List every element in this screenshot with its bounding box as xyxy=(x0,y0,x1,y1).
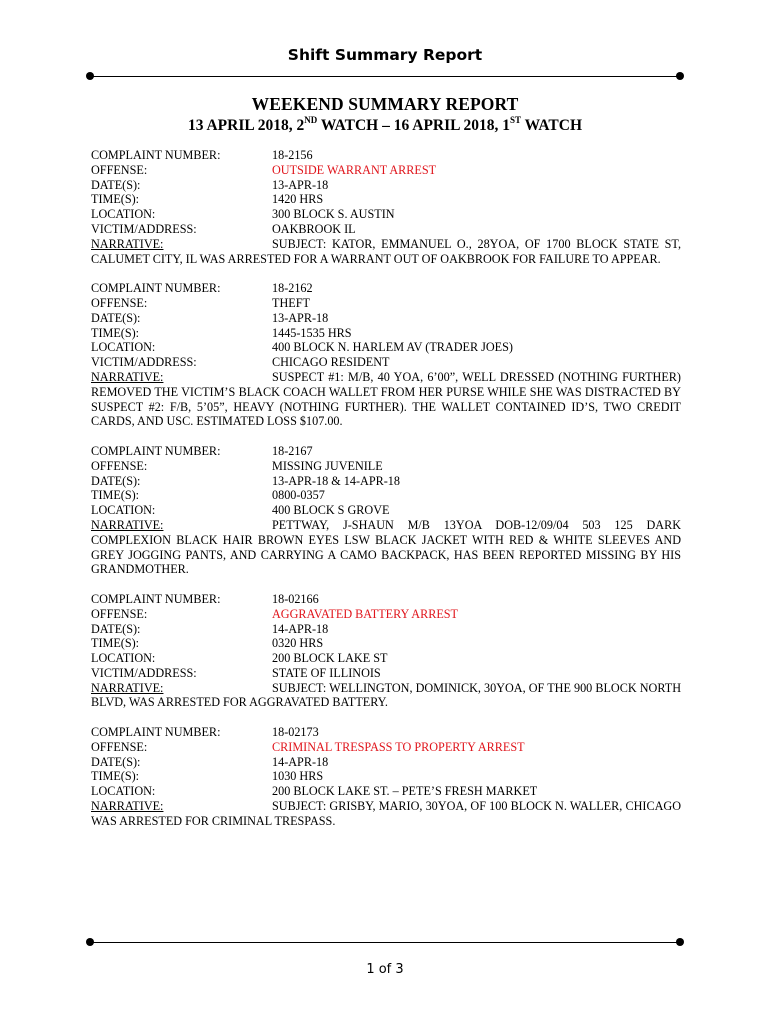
field-value: 13-APR-18 xyxy=(272,310,329,325)
field-label: DATE(S): xyxy=(91,621,141,636)
field-value: 300 BLOCK S. AUSTIN xyxy=(272,207,395,222)
field-value: OUTSIDE WARRANT ARREST xyxy=(272,162,437,177)
incident-offense-row xyxy=(91,740,681,755)
field-value: AGGRAVATED BATTERY ARREST xyxy=(272,606,458,621)
field-value: 18-2162 xyxy=(272,281,313,296)
incident-complaint-number-row xyxy=(91,148,681,163)
header-rule-left-dot xyxy=(86,72,94,80)
field-value: 1420 HRS xyxy=(272,192,324,207)
field-value: 400 BLOCK S GROVE xyxy=(272,503,390,518)
field-label: OFFENSE: xyxy=(91,606,148,621)
field-label: DATE(S): xyxy=(91,754,141,769)
field-label: OFFENSE: xyxy=(91,162,148,177)
incident-complaint-number-row xyxy=(91,592,681,607)
incident-narrative xyxy=(91,681,681,711)
field-value: 200 BLOCK LAKE ST. – PETE’S FRESH MARKET xyxy=(272,784,538,799)
field-label: LOCATION: xyxy=(91,340,156,355)
incident-dates-row xyxy=(91,622,681,637)
incident-narrative xyxy=(91,799,681,829)
incident-dates-row xyxy=(91,178,681,193)
field-label: TIME(S): xyxy=(91,488,140,503)
field-value: 18-02166 xyxy=(272,591,319,606)
narrative-label: NARRATIVE: xyxy=(91,680,164,695)
field-label: TIME(S): xyxy=(91,636,140,651)
incident-times-row xyxy=(91,326,681,341)
report-subtitle: 13 APRIL 2018, 2ND WATCH – 16 APRIL 2018, 1ST WATCH xyxy=(187,115,583,135)
incident-dates-row xyxy=(91,311,681,326)
field-label: DATE(S): xyxy=(91,177,141,192)
incident-narrative xyxy=(91,518,681,577)
incident-location-row xyxy=(91,784,681,799)
incident-location-row xyxy=(91,340,681,355)
incident-entry xyxy=(91,444,681,577)
field-label: COMPLAINT NUMBER: xyxy=(91,281,221,296)
narrative-text: PETTWAY, J-SHAUN M/B 13YOA DOB-12/09/04 503 125 DARK COMPLEXION BLACK HAIR BROWN EYES LSW BLACK JACKET WITH RED & WHITE SLEEVES AND GREY JOGGING PANTS, AND CARRYING A CAMO BACKPACK, HAS BEEN REPORTED MISSING BY HIS GRANDMOTHER. xyxy=(91,517,681,577)
field-value: STATE OF ILLINOIS xyxy=(272,665,381,680)
incident-times-row xyxy=(91,636,681,651)
incident-times-row xyxy=(91,769,681,784)
incident-victim-address-row xyxy=(91,666,681,681)
incident-entry xyxy=(91,281,681,429)
field-value: 0320 HRS xyxy=(272,636,324,651)
incident-list xyxy=(91,148,681,843)
page-indicator: 1 of 3 xyxy=(366,962,404,977)
narrative-text: SUBJECT: KATOR, EMMANUEL O., 28YOA, OF 1700 BLOCK STATE ST, CALUMET CITY, IL WAS ARRESTED FOR A WARRANT OUT OF OAKBROOK FOR FAILURE TO APPEAR. xyxy=(91,236,681,266)
field-label: LOCATION: xyxy=(91,784,156,799)
field-label: OFFENSE: xyxy=(91,739,148,754)
narrative-label: NARRATIVE: xyxy=(91,799,164,814)
field-value: 200 BLOCK LAKE ST xyxy=(272,651,388,666)
field-label: COMPLAINT NUMBER: xyxy=(91,443,221,458)
field-label: VICTIM/ADDRESS: xyxy=(91,221,197,236)
incident-entry xyxy=(91,592,681,710)
page-header-title: Shift Summary Report xyxy=(287,46,483,64)
incident-dates-row xyxy=(91,474,681,489)
field-value: 400 BLOCK N. HARLEM AV (TRADER JOES) xyxy=(272,340,513,355)
incident-offense-row xyxy=(91,459,681,474)
field-value: CHICAGO RESIDENT xyxy=(272,355,390,370)
field-value: 18-2156 xyxy=(272,148,313,162)
incident-times-row xyxy=(91,192,681,207)
field-value: 0800-0357 xyxy=(272,488,325,503)
incident-times-row xyxy=(91,488,681,503)
incident-location-row xyxy=(91,207,681,222)
incident-narrative xyxy=(91,237,681,267)
incident-offense-row xyxy=(91,607,681,622)
incident-entry xyxy=(91,148,681,266)
narrative-text: SUSPECT #1: M/B, 40 YOA, 6’00”, WELL DRESSED (NOTHING FURTHER) REMOVED THE VICTIM’S BLACK COACH WALLET FROM HER PURSE WHILE SHE WAS DISTRACTED BY SUSPECT #2: F/B, 5’05”, HEAVY (NOTHING FURTHER). THE WALLET CONTAINED ID’S, TWO CREDIT CARDS, AND USC. ESTIMATED LOSS $107.00. xyxy=(91,369,681,429)
field-label: TIME(S): xyxy=(91,325,140,340)
field-value: THEFT xyxy=(272,295,310,310)
field-label: LOCATION: xyxy=(91,207,156,222)
field-value: 13-APR-18 & 14-APR-18 xyxy=(272,473,400,488)
field-label: TIME(S): xyxy=(91,769,140,784)
field-label: OFFENSE: xyxy=(91,458,148,473)
field-label: VICTIM/ADDRESS: xyxy=(91,665,197,680)
field-label: DATE(S): xyxy=(91,310,141,325)
field-value: 1030 HRS xyxy=(272,769,324,784)
field-value: 1445-1535 HRS xyxy=(272,325,352,340)
field-label: COMPLAINT NUMBER: xyxy=(91,148,221,162)
incident-victim-address-row xyxy=(91,222,681,237)
narrative-label: NARRATIVE: xyxy=(91,236,164,251)
footer-rule xyxy=(90,942,680,943)
field-label: VICTIM/ADDRESS: xyxy=(91,355,197,370)
footer-rule-left-dot xyxy=(86,938,94,946)
incident-location-row xyxy=(91,651,681,666)
field-label: DATE(S): xyxy=(91,473,141,488)
field-value: OAKBROOK IL xyxy=(272,221,356,236)
header-rule xyxy=(90,76,680,77)
field-value: 18-2167 xyxy=(272,443,313,458)
incident-narrative xyxy=(91,370,681,429)
narrative-text: SUBJECT: GRISBY, MARIO, 30YOA, OF 100 BLOCK N. WALLER, CHICAGO WAS ARRESTED FOR CRIMINAL TRESPASS. xyxy=(91,799,681,828)
field-value: 14-APR-18 xyxy=(272,621,329,636)
field-value: CRIMINAL TRESPASS TO PROPERTY ARREST xyxy=(272,739,525,754)
header-rule-right-dot xyxy=(676,72,684,80)
incident-complaint-number-row xyxy=(91,444,681,459)
field-label: TIME(S): xyxy=(91,192,140,207)
narrative-label: NARRATIVE: xyxy=(91,369,164,384)
field-value: 18-02173 xyxy=(272,725,319,740)
incident-offense-row xyxy=(91,296,681,311)
field-value: MISSING JUVENILE xyxy=(272,458,383,473)
field-label: LOCATION: xyxy=(91,503,156,518)
incident-victim-address-row xyxy=(91,355,681,370)
narrative-label: NARRATIVE: xyxy=(91,517,164,532)
incident-location-row xyxy=(91,503,681,518)
field-label: LOCATION: xyxy=(91,651,156,666)
incident-dates-row xyxy=(91,755,681,770)
field-value: 14-APR-18 xyxy=(272,754,329,769)
incident-offense-row xyxy=(91,163,681,178)
footer-rule-right-dot xyxy=(676,938,684,946)
incident-complaint-number-row xyxy=(91,281,681,296)
narrative-text: SUBJECT: WELLINGTON, DOMINICK, 30YOA, OF THE 900 BLOCK NORTH BLVD, WAS ARRESTED FOR AGGRAVATED BATTERY. xyxy=(91,680,681,710)
field-label: OFFENSE: xyxy=(91,295,148,310)
field-value: 13-APR-18 xyxy=(272,177,329,192)
report-title: WEEKEND SUMMARY REPORT xyxy=(251,94,519,114)
incident-entry xyxy=(91,725,681,829)
field-label: COMPLAINT NUMBER: xyxy=(91,591,221,606)
incident-complaint-number-row xyxy=(91,725,681,740)
field-label: COMPLAINT NUMBER: xyxy=(91,725,221,740)
